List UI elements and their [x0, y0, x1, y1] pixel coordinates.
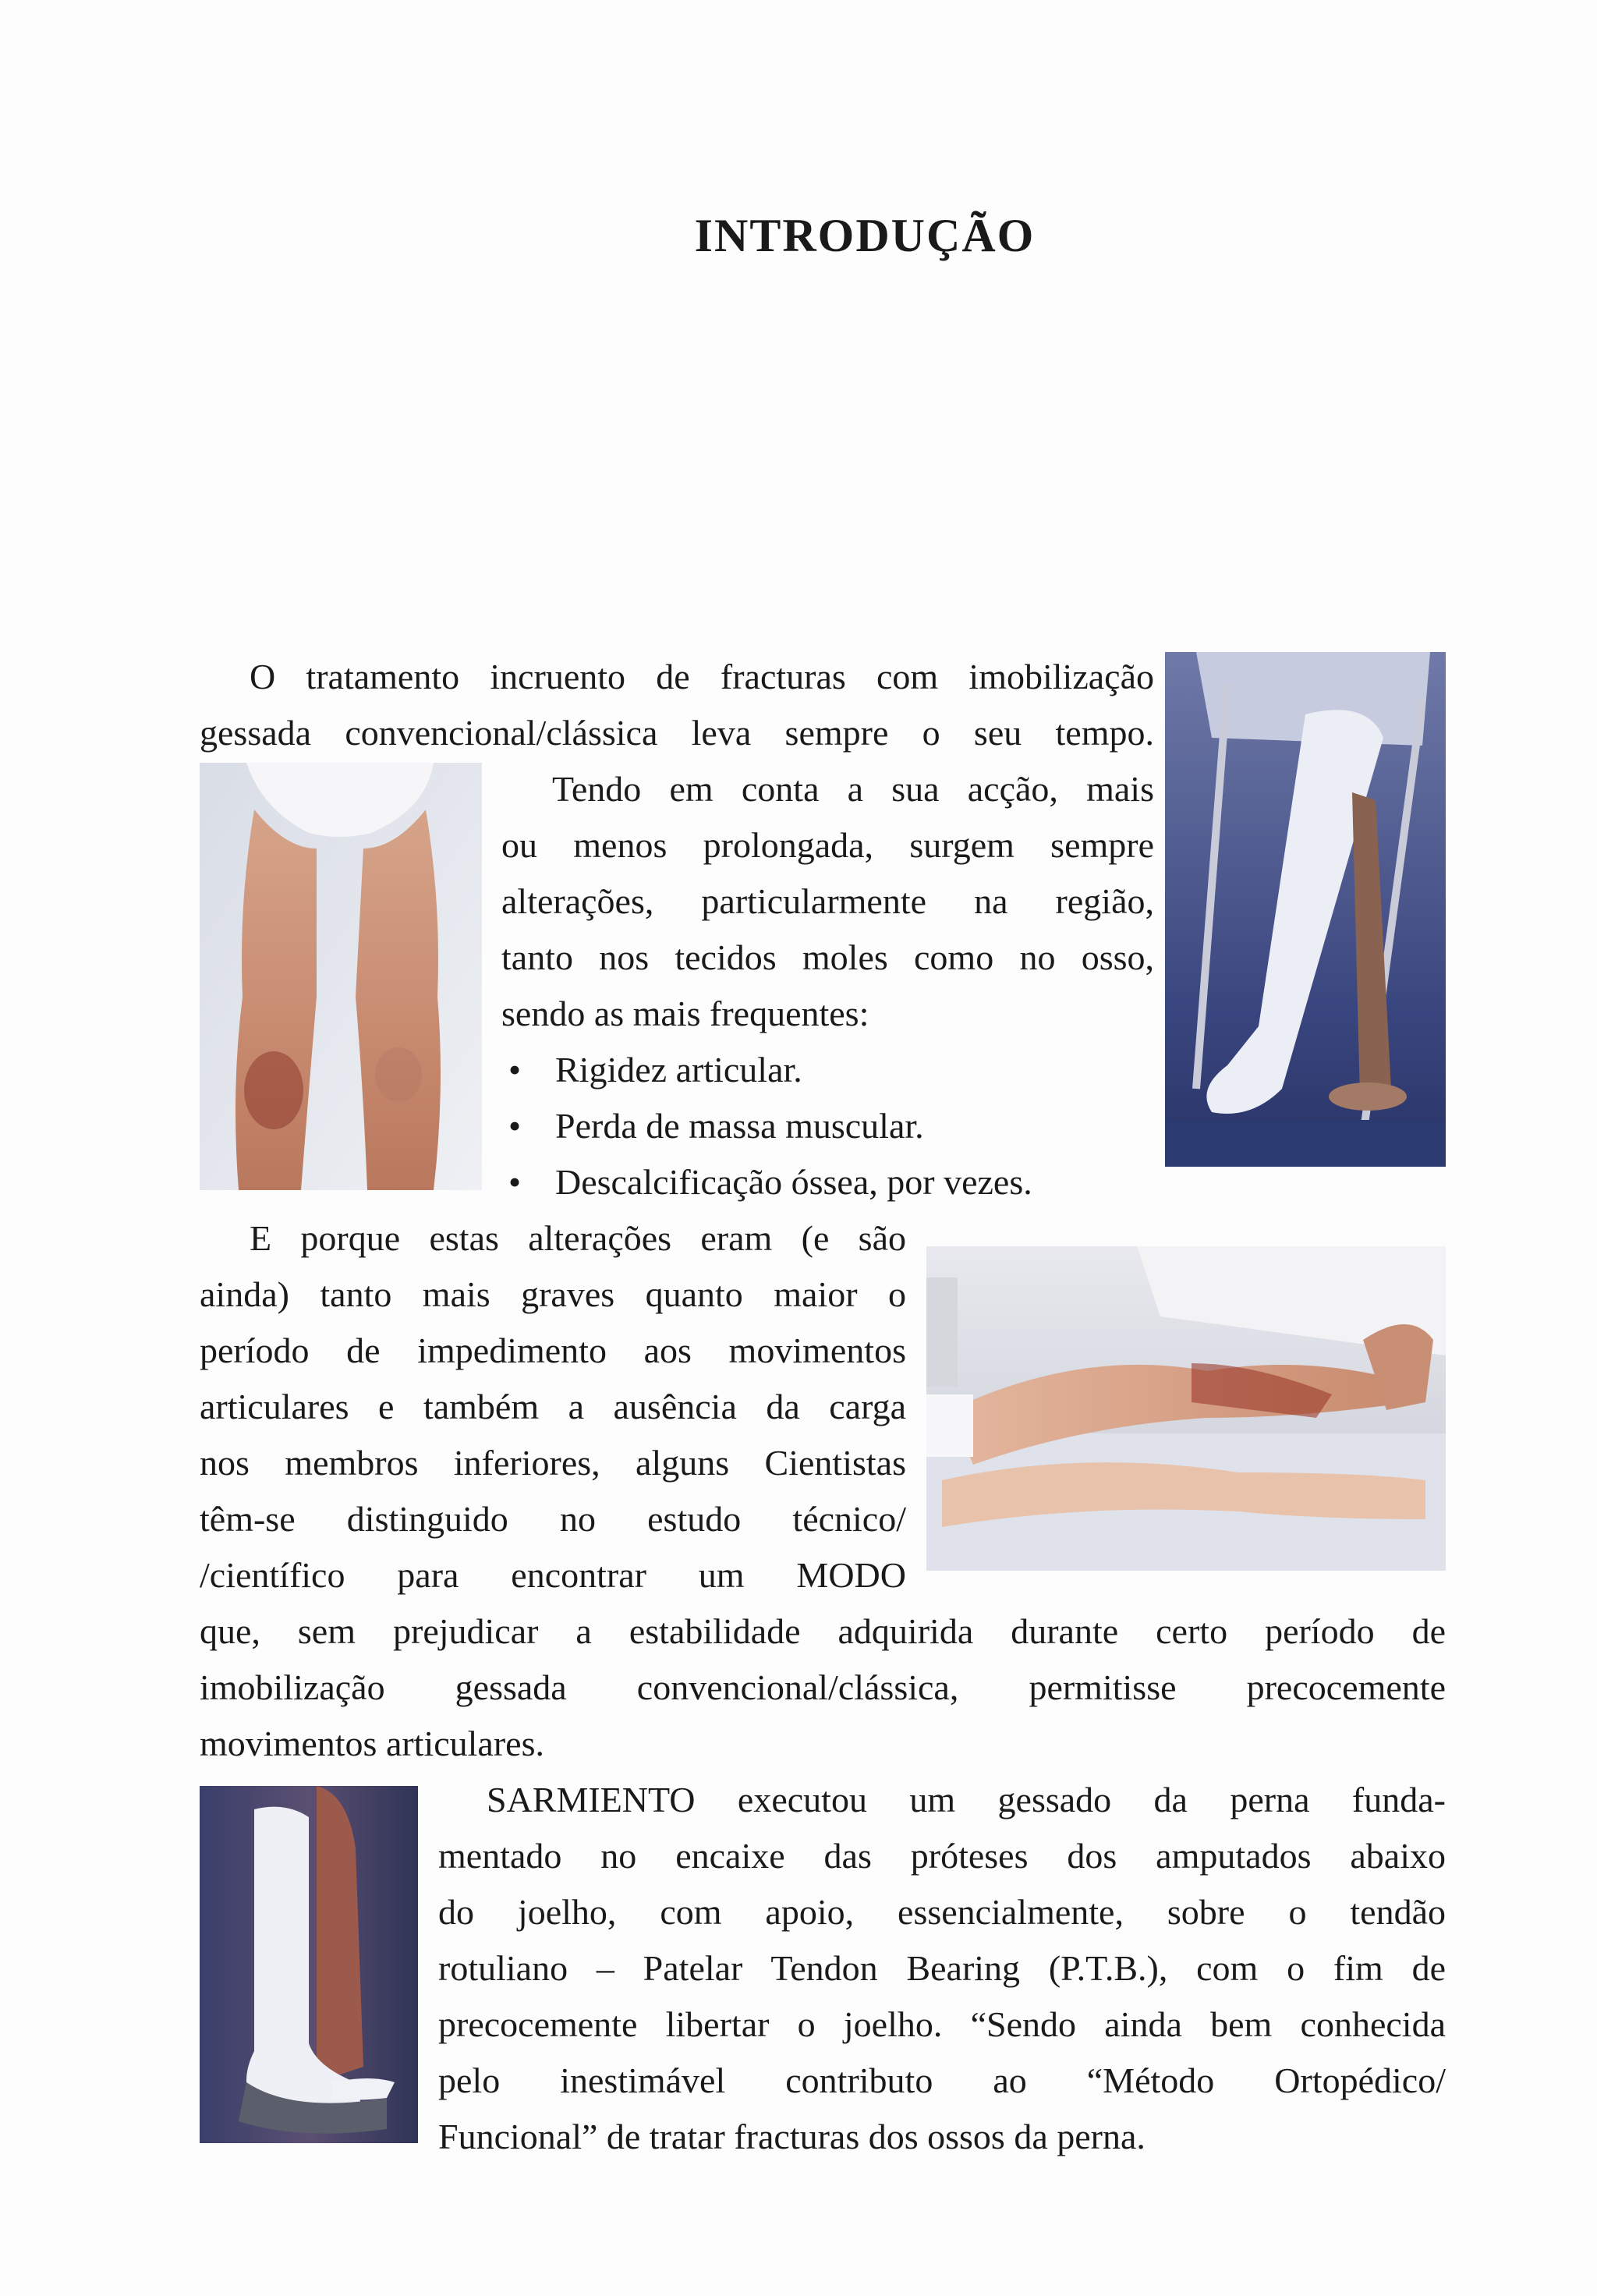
legs-on-bed-photo — [200, 763, 482, 1190]
page-title: INTRODUÇÃO — [694, 210, 1036, 261]
para4-line-4: rotuliano – Patelar Tendon Bearing (P.T.B.), com o fim de — [438, 1948, 1446, 1988]
para4-line-1: SARMIENTO executou um gessado da perna funda- — [487, 1780, 1446, 1819]
bullet-icon: • — [508, 1162, 522, 1202]
bullet-item-2 — [508, 1103, 924, 1150]
para3-line-4: articulares e também a ausência da carga — [200, 1387, 906, 1426]
para4-line-7: Funcional” de tratar fracturas dos ossos da perna. — [438, 2117, 1146, 2156]
para4-line-6: pelo inestimável contributo ao “Método Ortopédico/ — [438, 2060, 1446, 2100]
para3-line-3: período de impedimento aos movimentos — [200, 1330, 906, 1370]
para2-line-3: alterações, particularmente na região, — [501, 881, 1154, 921]
para2-line-2: ou menos prolongada, surgem sempre — [501, 825, 1154, 865]
para3-line-2: ainda) tanto mais graves quanto maior o — [200, 1274, 906, 1314]
para1-line-2: gessada convencional/clássica leva sempre o seu tempo. — [200, 713, 1154, 753]
para3-line-8: que, sem prejudicar a estabilidade adquirida durante certo período de — [200, 1611, 1446, 1651]
para4-line-3: do joelho, com apoio, essencialmente, sobre o tendão — [438, 1892, 1446, 1932]
bullet-icon: • — [508, 1106, 522, 1146]
bullet-item-1 — [508, 1047, 802, 1093]
bullet-text-1: Rigidez articular. — [555, 1050, 802, 1090]
para3-line-1: E porque estas alterações eram (e são — [250, 1218, 906, 1258]
cast-crutches-photo — [1165, 652, 1446, 1167]
para1-line-1: O tratamento incruento de fracturas com imobilização — [250, 657, 1154, 696]
para4-line-5: precocemente libertar o joelho. “Sendo ainda bem conhecida — [438, 2004, 1446, 2044]
para4-line-2: mentado no encaixe das próteses dos amputados abaixo — [438, 1836, 1446, 1876]
para3-line-10: movimentos articulares. — [200, 1724, 544, 1763]
ptb-cast-photo — [200, 1786, 418, 2143]
bullet-text-3: Descalcificação óssea, por vezes. — [555, 1162, 1032, 1202]
para2-line-5: sendo as mais frequentes: — [501, 994, 869, 1033]
bullet-text-2: Perda de massa muscular. — [555, 1106, 924, 1146]
bullet-item-3 — [508, 1159, 1032, 1206]
para3-line-9: imobilização gessada convencional/clássica, permitisse precocemente — [200, 1667, 1446, 1707]
bullet-icon: • — [508, 1050, 522, 1090]
para2-line-1: Tendo em conta a sua acção, mais — [552, 769, 1154, 809]
para3-line-6: têm-se distinguido no estudo técnico/ — [200, 1499, 906, 1539]
para3-line-7: /científico para encontrar um MODO — [200, 1555, 906, 1595]
leg-examination-photo — [926, 1246, 1446, 1571]
para2-line-4: tanto nos tecidos moles como no osso, — [501, 937, 1154, 977]
para3-line-5: nos membros inferiores, alguns Cientistas — [200, 1443, 906, 1483]
